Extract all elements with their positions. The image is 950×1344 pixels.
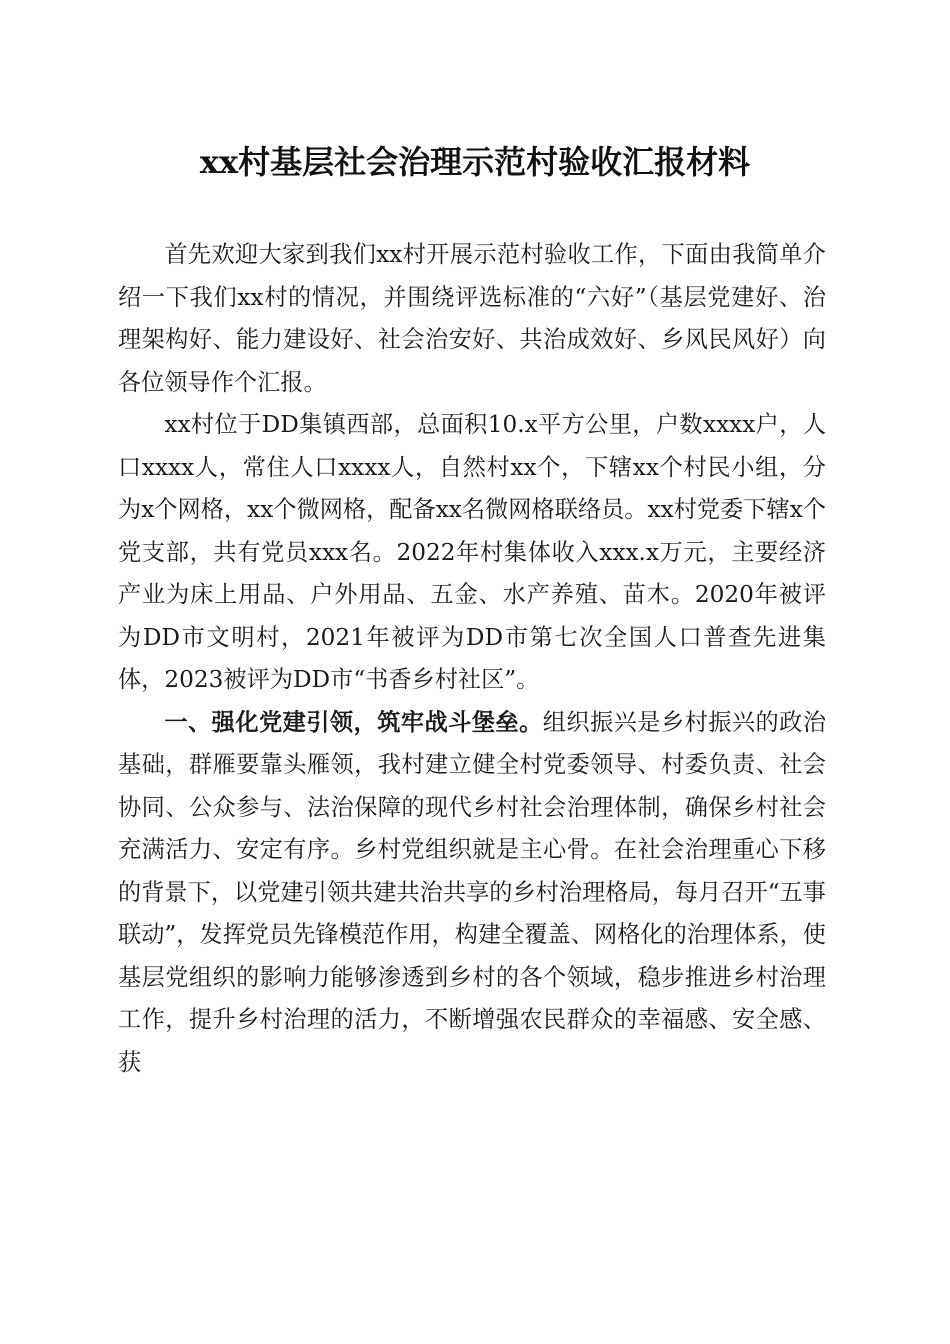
section-one-paragraph — [118, 702, 826, 1085]
section-one-heading: 一、强化党建引领，筑牢战斗堡垒。 — [164, 708, 543, 736]
section-one-text: 组织振兴是乡村振兴的政治基础，群雁要靠头雁领，我村建立健全村党委领导、村委负责、社会协同、公众参与、法治保障的现代乡村社会治理体制，确保乡村社会充满活力、安定有序。乡村党组织就是主心骨。在社会治理重心下移的背景下，以党建引领共建共治共享的乡村治理格局，每月召开“五事联动”，发挥党员先锋模范作用，构建全覆盖、网格化的治理体系，使基层党组织的影响力能够渗透到乡村的各个领域，稳步推进乡村治理工作，提升乡村治理的活力，不断增强农民群众的幸福感、安全感、获 — [118, 708, 827, 1076]
document-body — [118, 234, 826, 1084]
intro-paragraph: 首先欢迎大家到我们xx村开展示范村验收工作，下面由我简单介绍一下我们xx村的情况，并围绕评选标准的“六好”（基层党建好、治理架构好、能力建设好、社会治安好、共治成效好、乡风民风好）向各位领导作个汇报。 — [118, 241, 826, 396]
document-title: xx村基层社会治理示范村验收汇报材料 — [199, 143, 751, 181]
village-overview-paragraph: xx村位于DD集镇西部，总面积10.x平方公里，户数xxxx户，人口xxxx人，常住人口xxxx人，自然村xx个，下辖xx个村民小组，分为x个网格，xx个微网格，配备xx名微网格联络员。xx村党委下辖x个党支部，共有党员xxx名。2022年村集体收入xxx.x万元，主要经济产业为床上用品、户外用品、五金、水产养殖、苗木。2020年被评为DD市文明村，2021年被评为DD市第七次全国人口普查先进集体，2023被评为DD市“书香乡村社区”。 — [118, 411, 826, 693]
